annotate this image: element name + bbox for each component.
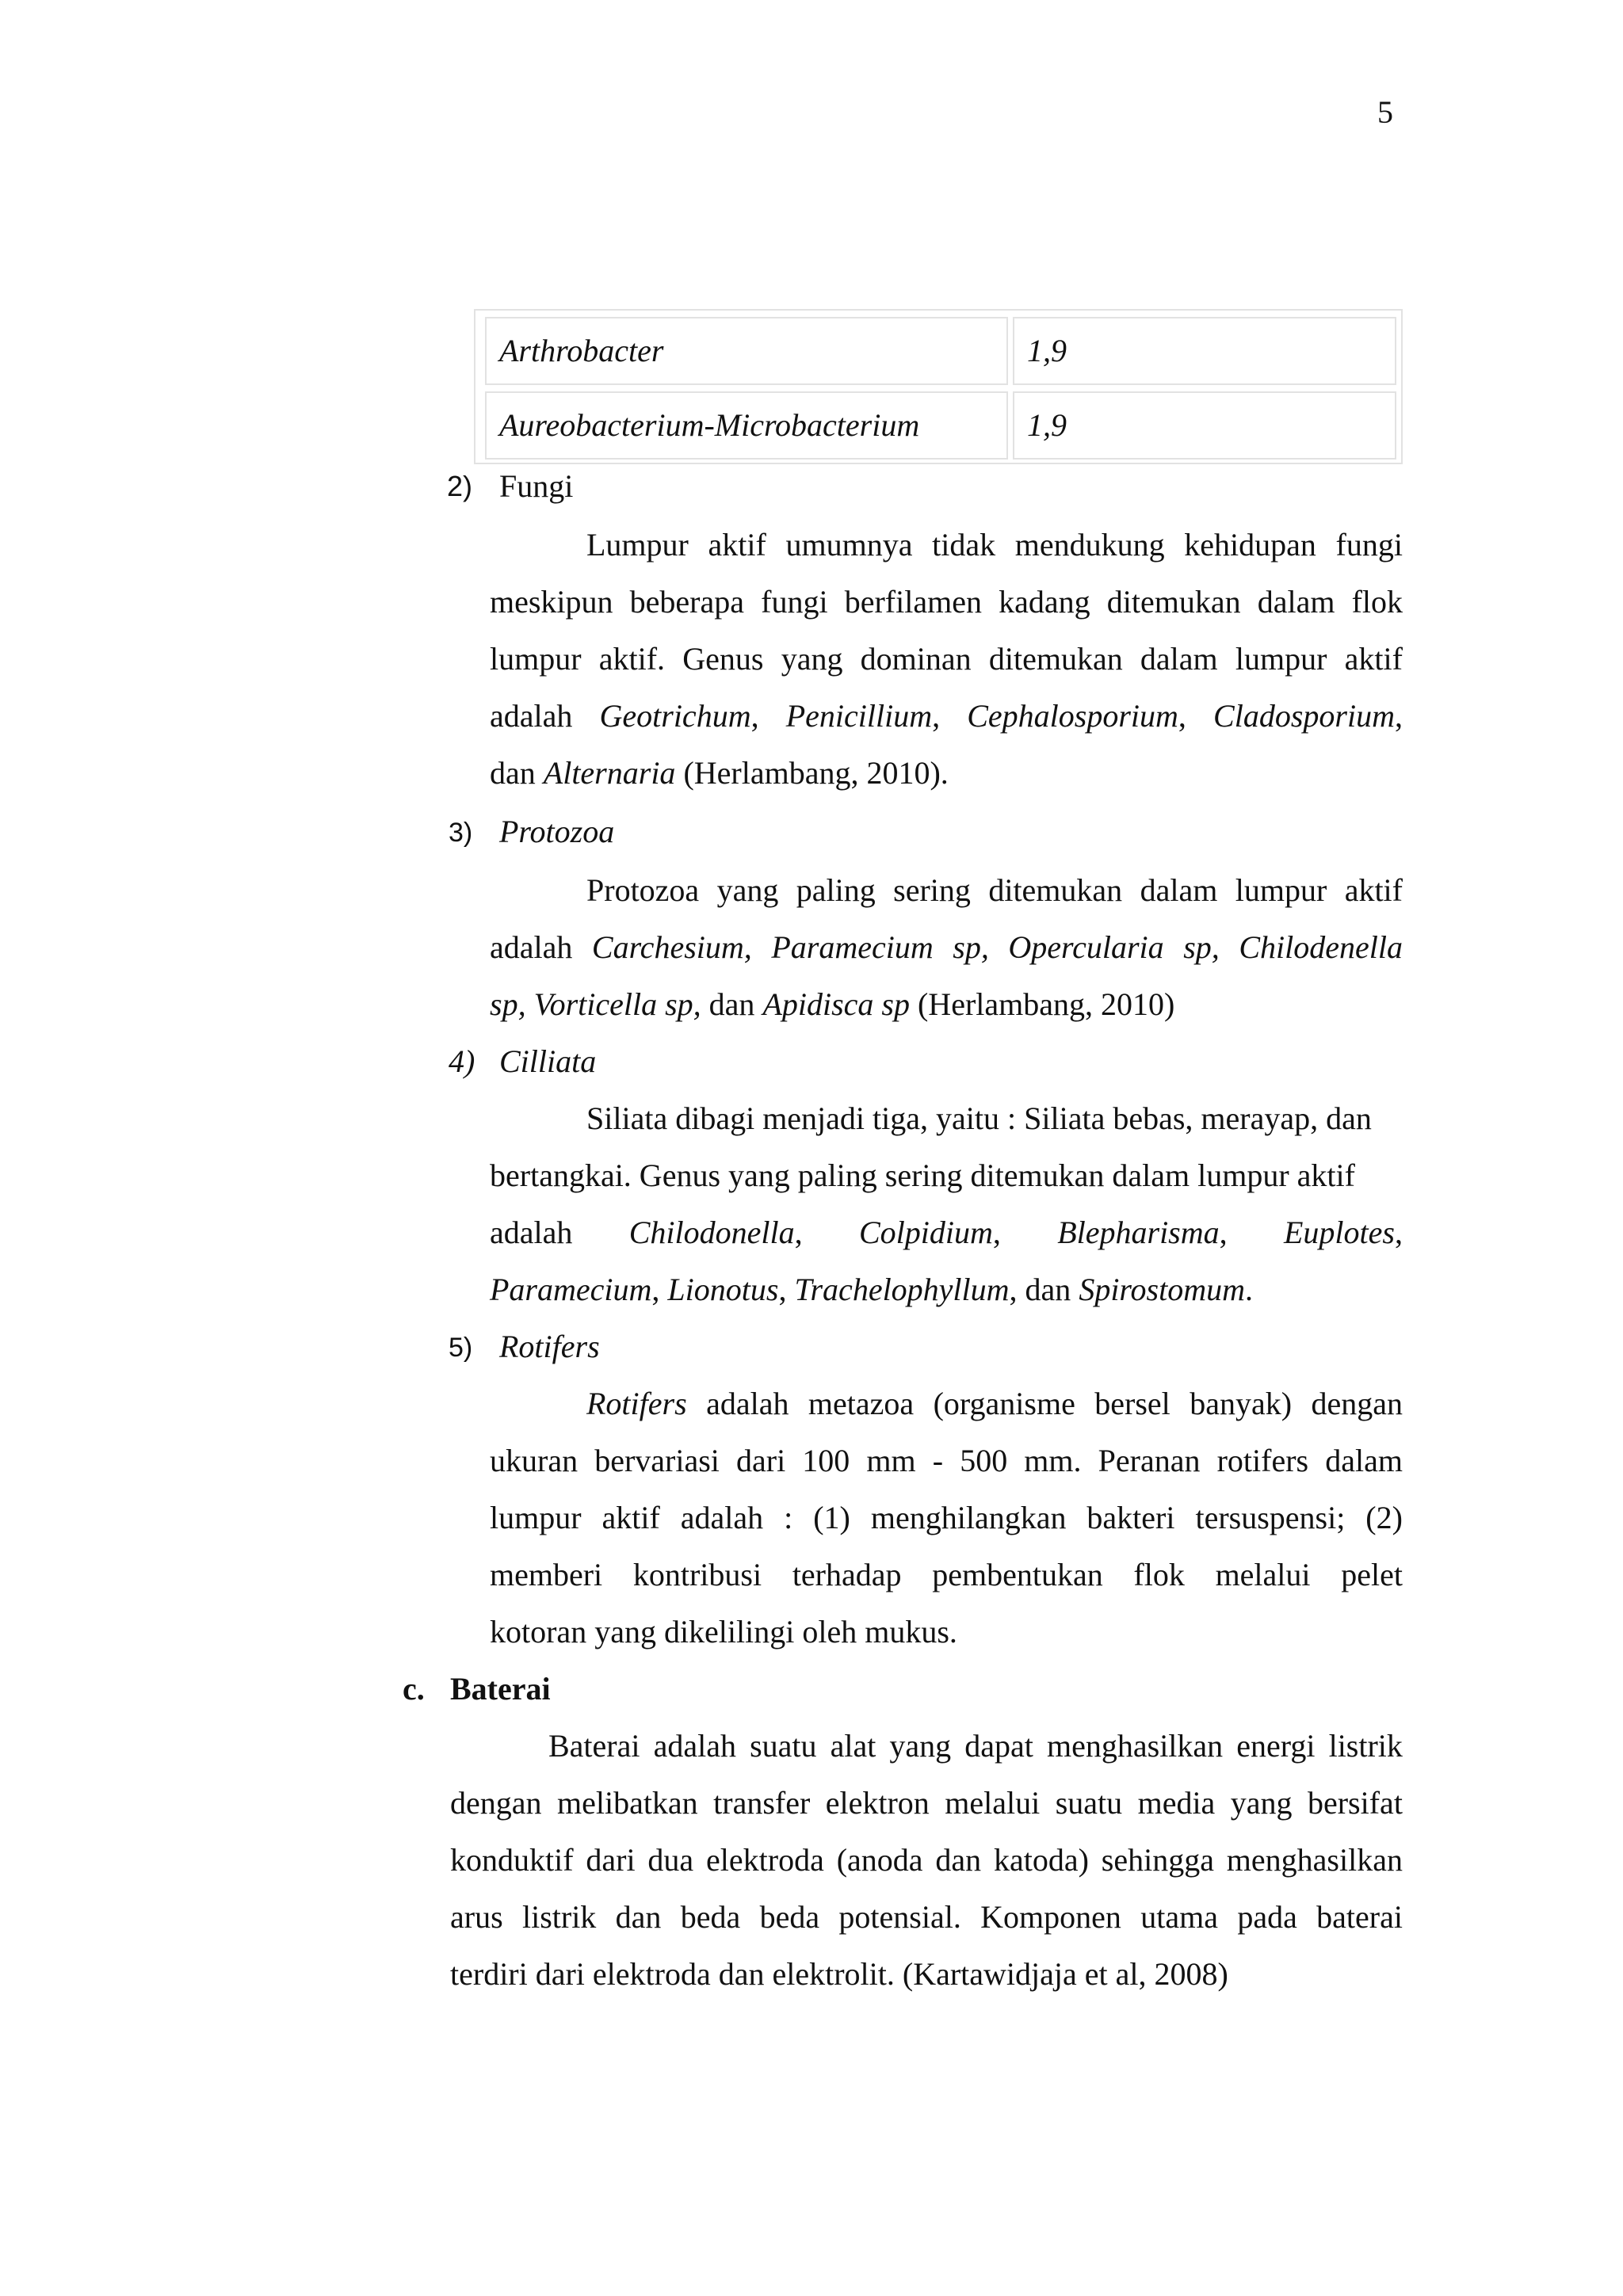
- word: fungi: [1335, 527, 1403, 563]
- word: Protozoa: [586, 872, 700, 908]
- word: aktif: [1344, 641, 1403, 677]
- word: beda: [680, 1899, 741, 1935]
- genus-name: Opercularia: [1008, 929, 1164, 965]
- word: pelet: [1341, 1557, 1403, 1592]
- word: yang: [716, 872, 779, 908]
- paragraph-line: [490, 1217, 1403, 1249]
- section-heading: Baterai: [450, 1671, 551, 1707]
- word: memberi: [490, 1557, 603, 1592]
- text-run: Rotifers: [586, 1386, 687, 1421]
- word: beberapa: [629, 584, 745, 620]
- word: yang: [1230, 1785, 1293, 1821]
- paragraph-line: [490, 1445, 1403, 1477]
- genus-name: Carchesium,: [591, 929, 752, 965]
- word: aktif: [1344, 872, 1403, 908]
- word: Genus: [682, 641, 764, 677]
- word: kadang: [999, 584, 1090, 620]
- genus-name: Geotrichum,: [599, 698, 759, 734]
- paragraph-line: [490, 700, 1403, 732]
- word: dalam: [1325, 1443, 1403, 1478]
- genus-name: sp,: [953, 929, 989, 965]
- genus-name: Chilodonella,: [628, 1215, 803, 1250]
- genus-name: Colpidium,: [858, 1215, 1001, 1250]
- section-heading: Fungi: [499, 468, 574, 504]
- table-cell-value: 1,9: [1013, 391, 1396, 460]
- section-label: c.: [403, 1671, 425, 1707]
- paragraph-line: [586, 872, 1403, 908]
- word: bersifat: [1307, 1785, 1403, 1821]
- word: mm: [866, 1443, 916, 1478]
- paragraph-line: [450, 1844, 1403, 1876]
- word: fungi: [761, 584, 828, 620]
- word: kehidupan: [1184, 527, 1316, 563]
- paragraph-line: sp, Vorticella sp, dan Apidisca sp (Herlambang, 2010): [490, 986, 1175, 1022]
- word: meskipun: [490, 584, 613, 620]
- paragraph-line: [586, 529, 1403, 561]
- page-number: 5: [1377, 94, 1393, 130]
- paragraph-line: [548, 1730, 1403, 1762]
- list-number: 3): [449, 818, 473, 848]
- list-number: 5): [449, 1333, 473, 1363]
- word: 500: [960, 1443, 1008, 1478]
- word: :: [784, 1500, 793, 1535]
- paragraph-line: [490, 643, 1403, 675]
- genus-name: sp,: [1183, 929, 1220, 965]
- word: baterai: [1316, 1899, 1403, 1935]
- text-run: adalah: [490, 1215, 573, 1250]
- word: melalui: [945, 1785, 1041, 1821]
- word: dengan: [450, 1785, 542, 1821]
- word: transfer: [713, 1785, 811, 1821]
- word: media: [1137, 1785, 1216, 1821]
- genus-name: Paramecium: [771, 929, 934, 965]
- word: pada: [1237, 1899, 1297, 1935]
- word: (anoda: [836, 1842, 923, 1878]
- paragraph-line: dan Alternaria (Herlambang, 2010).: [490, 755, 949, 791]
- word: menghasilkan: [1047, 1728, 1224, 1764]
- word: konduktif: [450, 1842, 574, 1878]
- word: listrik: [1328, 1728, 1403, 1764]
- paragraph-line: [490, 929, 1403, 965]
- word: mendukung: [1014, 527, 1165, 563]
- word: menghilangkan: [870, 1500, 1067, 1535]
- word: melalui: [1215, 1557, 1311, 1592]
- word: adalah: [680, 1500, 764, 1535]
- word: dapat: [964, 1728, 1033, 1764]
- word: suatu: [750, 1728, 817, 1764]
- word: pembentukan: [932, 1557, 1103, 1592]
- word: listrik: [521, 1899, 597, 1935]
- word: dan: [935, 1842, 982, 1878]
- paragraph-line: kotoran yang dikelilingi oleh mukus.: [490, 1614, 957, 1650]
- word: Lumpur: [586, 527, 689, 563]
- word: ditemukan: [1106, 584, 1241, 620]
- word: dominan: [860, 641, 972, 677]
- word: elektroda: [706, 1842, 824, 1878]
- word: lumpur: [490, 641, 582, 677]
- paragraph-line: Siliata dibagi menjadi tiga, yaitu : Siliata bebas, merayap, dan: [586, 1100, 1372, 1136]
- word: flok: [1351, 584, 1403, 620]
- word: elektron: [825, 1785, 930, 1821]
- word: adalah: [653, 1728, 736, 1764]
- paragraph-line: [490, 1502, 1403, 1534]
- word: berfilamen: [844, 584, 982, 620]
- word: menghasilkan: [1226, 1842, 1403, 1878]
- word: lumpur: [1235, 641, 1327, 677]
- word: lumpur: [1235, 872, 1327, 908]
- list-number: 2): [447, 470, 473, 502]
- word: Baterai: [548, 1728, 640, 1764]
- word: energi: [1236, 1728, 1316, 1764]
- paragraph-line: bertangkai. Genus yang paling sering ditemukan dalam lumpur aktif: [490, 1158, 1355, 1193]
- section-heading: Protozoa: [499, 814, 615, 849]
- word: mm.: [1024, 1443, 1082, 1478]
- word: dari: [736, 1443, 786, 1478]
- word: dalam: [1257, 584, 1335, 620]
- text-run: adalah: [490, 698, 573, 734]
- word: -: [932, 1443, 944, 1478]
- word: arus: [450, 1899, 503, 1935]
- table-cell-genus: Aureobacterium-Microbacterium: [485, 391, 1008, 460]
- word: lumpur: [490, 1500, 582, 1535]
- section-heading: Cilliata: [499, 1043, 597, 1079]
- word: rotifers: [1216, 1443, 1309, 1478]
- word: Peranan: [1098, 1443, 1201, 1478]
- paragraph-line: Rotifers adalah metazoa (organisme bersel banyak) dengan: [586, 1386, 1403, 1421]
- word: ditemukan: [988, 641, 1123, 677]
- paragraph-line: [450, 1787, 1403, 1819]
- word: aktif: [708, 527, 766, 563]
- genus-name: Chilodenella: [1239, 929, 1403, 965]
- word: dua: [647, 1842, 694, 1878]
- word: aktif: [601, 1500, 660, 1535]
- word: yang: [889, 1728, 952, 1764]
- paragraph-line: [450, 1901, 1403, 1933]
- word: 100: [802, 1443, 850, 1478]
- word: tersuspensi;: [1195, 1500, 1346, 1535]
- word: ukuran: [490, 1443, 579, 1478]
- word: yang: [781, 641, 843, 677]
- word: potensial.: [838, 1899, 961, 1935]
- word: flok: [1133, 1557, 1185, 1592]
- word: aktif.: [598, 641, 666, 677]
- word: bakteri: [1086, 1500, 1175, 1535]
- genus-name: Blepharisma,: [1057, 1215, 1228, 1250]
- genus-name: Cephalosporium,: [967, 698, 1186, 734]
- word: terhadap: [792, 1557, 902, 1592]
- word: dalam: [1140, 641, 1218, 677]
- word: katoda): [993, 1842, 1089, 1878]
- word: tidak: [932, 527, 996, 563]
- genus-name: Penicillium,: [785, 698, 941, 734]
- table-cell-value: 1,9: [1013, 317, 1396, 385]
- word: utama: [1140, 1899, 1218, 1935]
- word: kontribusi: [632, 1557, 762, 1592]
- text-run: adalah: [490, 929, 573, 965]
- word: dalam: [1140, 872, 1218, 908]
- paragraph-line: [490, 1559, 1403, 1591]
- paragraph-line: [490, 586, 1403, 618]
- word: ditemukan: [988, 872, 1123, 908]
- word: (1): [813, 1500, 850, 1535]
- word: (2): [1365, 1500, 1403, 1535]
- word: sehingga: [1101, 1842, 1214, 1878]
- word: paling: [796, 872, 876, 908]
- word: dari: [586, 1842, 636, 1878]
- genus-name: Cladosporium,: [1213, 698, 1403, 734]
- word: melibatkan: [556, 1785, 698, 1821]
- word: sering: [893, 872, 971, 908]
- word: Komponen: [980, 1899, 1121, 1935]
- word: bervariasi: [594, 1443, 720, 1478]
- word: suatu: [1055, 1785, 1123, 1821]
- list-number: 4): [449, 1043, 475, 1079]
- word: dan: [615, 1899, 662, 1935]
- word: beda: [759, 1899, 820, 1935]
- paragraph-line: Paramecium, Lionotus, Trachelophyllum, dan Spirostomum.: [490, 1272, 1253, 1307]
- table-cell-genus: Arthrobacter: [485, 317, 1008, 385]
- word: alat: [830, 1728, 876, 1764]
- genus-name: Euplotes,: [1283, 1215, 1403, 1250]
- section-heading: Rotifers: [499, 1329, 600, 1364]
- paragraph-line: terdiri dari elektroda dan elektrolit. (Kartawidjaja et al, 2008): [450, 1956, 1228, 1992]
- word: umumnya: [785, 527, 913, 563]
